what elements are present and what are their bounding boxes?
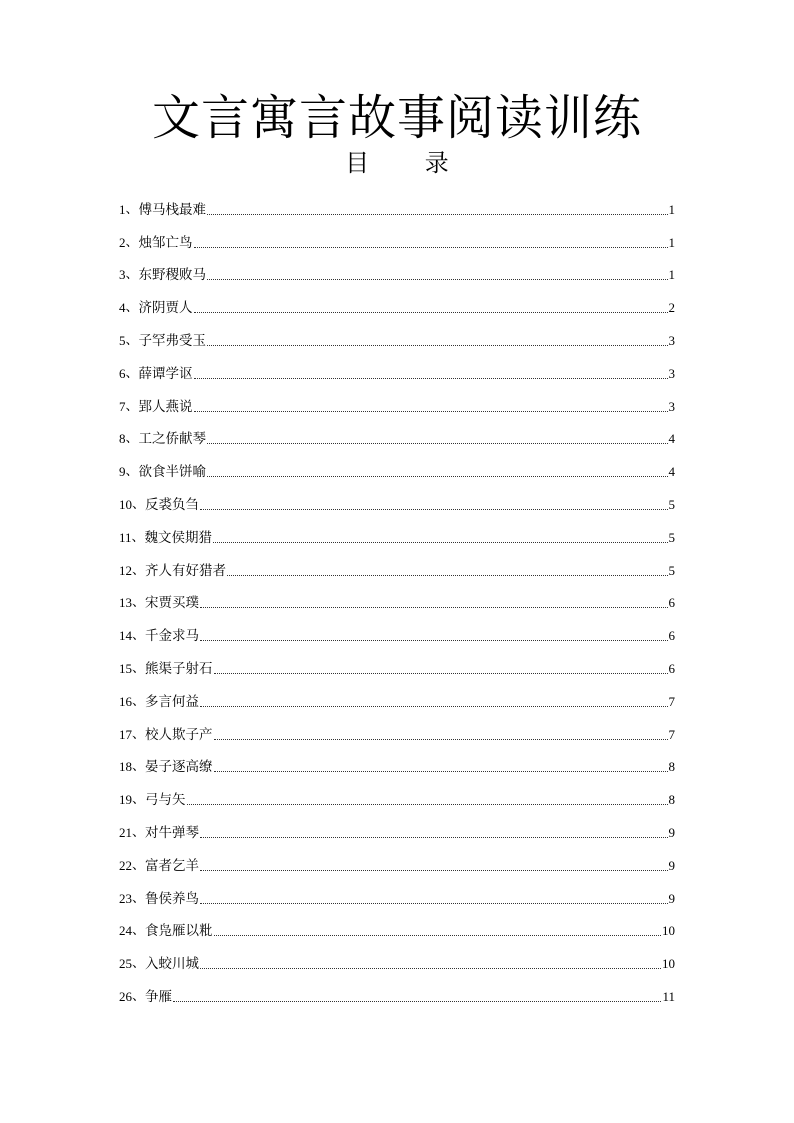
toc-entry-separator: 、 — [132, 792, 146, 808]
toc-entry-title: 争雁 — [145, 988, 173, 1005]
toc-dot-leader — [173, 1001, 661, 1002]
toc-entry[interactable] — [119, 874, 675, 907]
toc-entry-separator: 、 — [132, 726, 146, 742]
toc-entry-page-number: 9 — [668, 824, 675, 840]
toc-entry-title: 富者乞羊 — [145, 857, 200, 874]
toc-entry-separator: 、 — [132, 595, 146, 611]
toc-entry-title: 校人欺子产 — [145, 726, 213, 743]
toc-entry-page-number: 6 — [668, 628, 675, 644]
toc-entry[interactable] — [119, 283, 675, 316]
toc-entry[interactable] — [119, 382, 675, 415]
toc-entry-number: 10 — [119, 496, 132, 512]
toc-entry-number: 8 — [119, 431, 126, 447]
toc-entry-separator: 、 — [125, 300, 139, 316]
toc-entry-number: 4 — [119, 300, 126, 316]
toc-entry-separator: 、 — [125, 201, 139, 217]
toc-entry-number: 14 — [119, 628, 132, 644]
toc-entry-title: 工之侨献琴 — [138, 431, 207, 448]
toc-entry[interactable] — [119, 644, 675, 677]
toc-entry-page-number: 11 — [662, 988, 675, 1004]
toc-entry-separator: 、 — [125, 332, 139, 348]
toc-dot-leader — [207, 345, 667, 346]
toc-entry-title: 千金求马 — [145, 628, 200, 645]
toc-entry[interactable] — [119, 415, 675, 448]
toc-entry[interactable] — [119, 185, 675, 218]
toc-entry-title: 晏子逐高缭 — [145, 759, 213, 776]
toc-dot-leader — [187, 804, 668, 805]
toc-entry-page-number: 10 — [662, 956, 675, 972]
toc-entry-title: 欲食半饼喻 — [138, 464, 207, 481]
toc-entry-page-number: 5 — [668, 529, 675, 545]
toc-entry-separator: 、 — [132, 890, 146, 906]
toc-entry[interactable] — [119, 447, 675, 480]
toc-entry-number: 17 — [119, 726, 132, 742]
toc-entry-number: 6 — [119, 365, 126, 381]
toc-entry-page-number: 6 — [668, 660, 675, 676]
toc-entry-number: 15 — [119, 660, 132, 676]
toc-entry-title: 弓与矢 — [145, 792, 186, 809]
toc-entry-number: 24 — [119, 923, 132, 939]
toc-dot-leader — [214, 771, 668, 772]
toc-dot-leader — [207, 476, 667, 477]
toc-entry-number: 9 — [119, 464, 126, 480]
toc-entry-separator: 、 — [125, 431, 139, 447]
toc-entry-separator: 、 — [132, 759, 146, 775]
toc-entry-page-number: 3 — [668, 332, 675, 348]
toc-entry-title: 宋贾买璞 — [145, 595, 200, 612]
toc-entry-page-number: 1 — [668, 201, 675, 217]
toc-entry[interactable] — [119, 611, 675, 644]
toc-dot-leader — [213, 542, 667, 543]
toc-dot-leader — [194, 378, 668, 379]
toc-dot-leader — [200, 870, 667, 871]
toc-entry-separator: 、 — [125, 267, 139, 283]
toc-entry[interactable] — [119, 907, 675, 940]
toc-dot-leader — [200, 607, 667, 608]
toc-entry-title: 东野稷败马 — [138, 267, 207, 284]
toc-entry-title: 薛谭学讴 — [138, 365, 193, 382]
toc-entry-separator: 、 — [132, 693, 146, 709]
toc-entry[interactable] — [119, 841, 675, 874]
toc-entry-separator: 、 — [132, 660, 146, 676]
toc-entry-title: 鲁侯养鸟 — [145, 890, 200, 907]
toc-entry-separator: 、 — [125, 398, 139, 414]
toc-entry-number: 13 — [119, 595, 132, 611]
toc-entry[interactable] — [119, 513, 675, 546]
toc-entry-number: 26 — [119, 988, 132, 1004]
toc-entry-number: 22 — [119, 857, 132, 873]
toc-entry-page-number: 4 — [668, 464, 675, 480]
toc-entry-title: 反裘负刍 — [145, 496, 200, 513]
toc-entry-number: 7 — [119, 398, 126, 414]
toc-entry-number: 5 — [119, 332, 126, 348]
toc-entry-page-number: 8 — [668, 792, 675, 808]
toc-dot-leader — [194, 312, 668, 313]
toc-entry-page-number: 10 — [662, 923, 675, 939]
toc-entry-title: 烛邹亡鸟 — [138, 234, 193, 251]
toc-entry-separator: 、 — [132, 628, 146, 644]
toc-dot-leader — [207, 443, 667, 444]
toc-entry-page-number: 5 — [668, 496, 675, 512]
toc-entry-title: 熊渠子射石 — [145, 660, 213, 677]
toc-entry[interactable] — [119, 316, 675, 349]
toc-entry-number: 23 — [119, 890, 132, 906]
toc-entry-number: 21 — [119, 824, 132, 840]
toc-entry-number: 11 — [119, 529, 132, 545]
toc-entry-title: 食凫雁以粃 — [145, 923, 213, 940]
toc-dot-leader — [200, 968, 661, 969]
toc-dot-leader — [214, 935, 661, 936]
toc-entry-page-number: 5 — [668, 562, 675, 578]
toc-dot-leader — [194, 247, 668, 248]
toc-entry-separator: 、 — [132, 923, 146, 939]
toc-entry-page-number: 3 — [668, 398, 675, 414]
toc-entry-separator: 、 — [132, 988, 146, 1004]
toc-entry-separator: 、 — [132, 562, 146, 578]
toc-entry-title: 傅马栈最难 — [138, 201, 207, 218]
toc-dot-leader — [207, 214, 667, 215]
toc-entry-title: 济阴贾人 — [138, 300, 193, 317]
toc-dot-leader — [214, 673, 668, 674]
toc-entry-separator: 、 — [125, 464, 139, 480]
toc-entry[interactable] — [119, 579, 675, 612]
toc-entry-title: 子罕弗受玉 — [138, 332, 207, 349]
toc-entry[interactable] — [119, 218, 675, 251]
toc-entry-page-number: 9 — [668, 857, 675, 873]
toc-dot-leader — [207, 279, 667, 280]
toc-entry[interactable] — [119, 251, 675, 284]
toc-entry-page-number: 9 — [668, 890, 675, 906]
toc-entry-number: 19 — [119, 792, 132, 808]
toc-dot-leader — [200, 706, 667, 707]
toc-entry-page-number: 7 — [668, 726, 675, 742]
toc-entry[interactable] — [119, 546, 675, 579]
toc-entry-title: 对牛弹琴 — [145, 824, 200, 841]
toc-entry[interactable] — [119, 743, 675, 776]
toc-entry[interactable] — [119, 775, 675, 808]
toc-entry-number: 2 — [119, 234, 126, 250]
toc-entry-number: 1 — [119, 201, 126, 217]
toc-entry-page-number: 3 — [668, 365, 675, 381]
toc-entry-page-number: 4 — [668, 431, 675, 447]
toc-entry-title: 齐人有好猎者 — [145, 562, 227, 579]
toc-entry[interactable] — [119, 349, 675, 382]
toc-entry-separator: 、 — [131, 529, 145, 545]
toc-dot-leader — [227, 575, 667, 576]
toc-entry-separator: 、 — [132, 824, 146, 840]
toc-entry-page-number: 6 — [668, 595, 675, 611]
toc-entry[interactable] — [119, 677, 675, 710]
toc-entry[interactable] — [119, 972, 675, 1005]
toc-dot-leader — [200, 640, 667, 641]
toc-entry-number: 3 — [119, 267, 126, 283]
toc-entry[interactable] — [119, 939, 675, 972]
toc-entry-separator: 、 — [125, 365, 139, 381]
toc-dot-leader — [194, 411, 668, 412]
toc-entry-page-number: 1 — [668, 267, 675, 283]
toc-entry-separator: 、 — [132, 857, 146, 873]
toc-entry-title: 魏文侯期猎 — [144, 529, 213, 546]
toc-entry-number: 12 — [119, 562, 132, 578]
toc-entry-page-number: 8 — [668, 759, 675, 775]
toc-entry[interactable] — [119, 710, 675, 743]
toc-dot-leader — [200, 837, 667, 838]
table-of-contents — [119, 185, 675, 1005]
toc-entry-separator: 、 — [132, 956, 146, 972]
document-title: 文言寓言故事阅读训练 — [151, 90, 642, 146]
toc-entry-title: 多言何益 — [145, 693, 200, 710]
toc-entry-number: 16 — [119, 693, 132, 709]
toc-entry-title: 郢人燕说 — [138, 398, 193, 415]
toc-entry[interactable] — [119, 808, 675, 841]
toc-entry-title: 入蛟川城 — [145, 956, 200, 973]
toc-entry-separator: 、 — [125, 234, 139, 250]
toc-dot-leader — [200, 509, 667, 510]
toc-heading: 目 录 — [345, 149, 473, 177]
toc-entry-page-number: 1 — [668, 234, 675, 250]
toc-entry[interactable] — [119, 480, 675, 513]
toc-dot-leader — [200, 903, 667, 904]
toc-entry-separator: 、 — [132, 496, 146, 512]
toc-entry-page-number: 2 — [668, 300, 675, 316]
toc-entry-page-number: 7 — [668, 693, 675, 709]
toc-entry-number: 25 — [119, 956, 132, 972]
toc-entry-number: 18 — [119, 759, 132, 775]
toc-dot-leader — [214, 739, 668, 740]
